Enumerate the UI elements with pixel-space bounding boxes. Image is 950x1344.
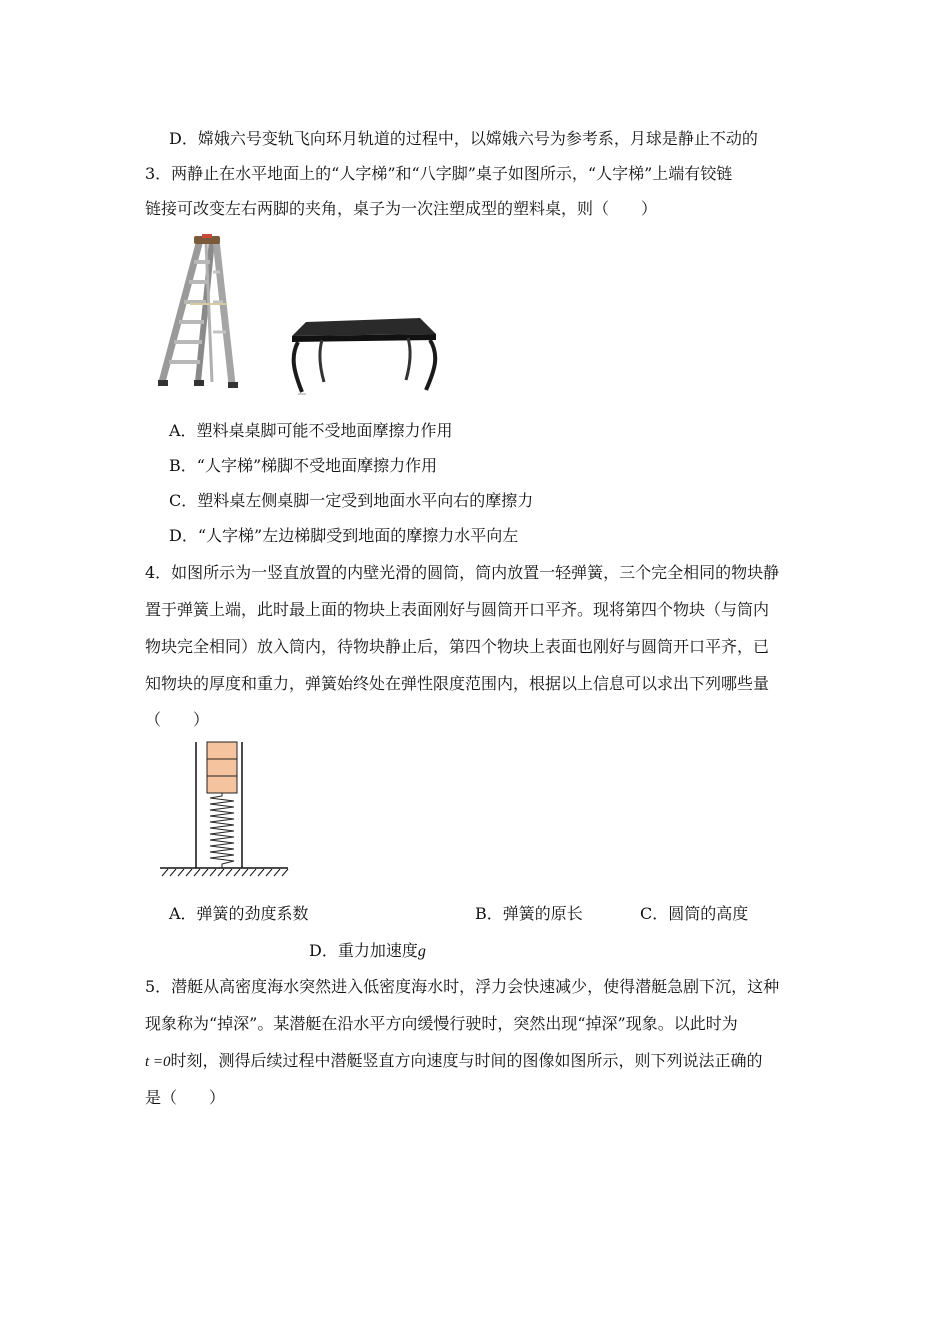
q4-option-d (309, 941, 426, 962)
q3-stem-line2: 链接可改变左右两脚的夹角，桌子为一次注塑成型的塑料桌，则（ ） (145, 199, 658, 218)
q5-stem-line3-text: 时刻，测得后续过程中潜艇竖直方向速度与时间的图像如图所示，则下列说法正确的 (170, 1051, 763, 1070)
q3-option-b: B．“人字梯”梯脚不受地面摩擦力作用 (169, 456, 438, 475)
q5-stem-line2: 现象称为“掉深”。某潜艇在沿水平方向缓慢行驶时，突然出现“掉深”现象。以此时为 (145, 1014, 738, 1033)
q3-option-d: D．“人字梯”左边梯脚受到地面的摩擦力水平向左 (169, 526, 519, 545)
block-3 (207, 776, 237, 793)
t-equals-zero: t =0 (145, 1054, 171, 1070)
q4-stem-line1: 4．如图所示为一竖直放置的内壁光滑的圆筒，筒内放置一轻弹簧，三个完全相同的物块静 (145, 563, 780, 582)
spring (210, 793, 234, 868)
q4-stem-line2: 置于弹簧上端，此时最上面的物块上表面刚好与圆筒开口平齐。现将第四个物块（与筒内 (145, 600, 770, 619)
q4-option-c: C．圆筒的高度 (640, 904, 749, 923)
q4-option-b: B．弹簧的原长 (475, 904, 583, 923)
q4-stem-line5: （ ） (145, 710, 210, 729)
q5-stem-line3 (145, 1051, 763, 1072)
block-2 (207, 759, 237, 776)
q2-option-d: D．嫦娥六号变轨飞向环月轨道的过程中，以嫦娥六号为参考系，月球是静止不动的 (169, 129, 758, 148)
q4-stem-line4: 知物块的厚度和重力，弹簧始终处在弹性限度范围内，根据以上信息可以求出下列哪些量 (145, 674, 770, 693)
q3-stem-line1: 3．两静止在水平地面上的“人字梯”和“八字脚”桌子如图所示，“人字梯”上端有铰链 (145, 164, 733, 183)
ladder-image (150, 232, 260, 397)
q3-option-c: C．塑料桌左侧桌脚一定受到地面水平向右的摩擦力 (169, 491, 534, 510)
gravity-symbol: g (417, 943, 426, 960)
cylinder-spring-diagram (158, 740, 290, 880)
q4-option-a: A．弹簧的劲度系数 (169, 904, 309, 923)
q4-option-d-text: D．重力加速度 (309, 941, 418, 960)
q3-option-a: A．塑料桌桌脚可能不受地面摩擦力作用 (169, 421, 453, 440)
table-image (288, 312, 438, 397)
q4-stem-line3: 物块完全相同）放入筒内，待物块静止后，第四个物块上表面也刚好与圆筒开口平齐，已 (145, 637, 770, 656)
q5-stem-line4: 是（ ） (145, 1088, 226, 1107)
q5-stem-line1: 5．潜艇从高密度海水突然进入低密度海水时，浮力会快速减少，使得潜艇急剧下沉，这种 (145, 977, 780, 996)
block-1 (207, 742, 237, 759)
